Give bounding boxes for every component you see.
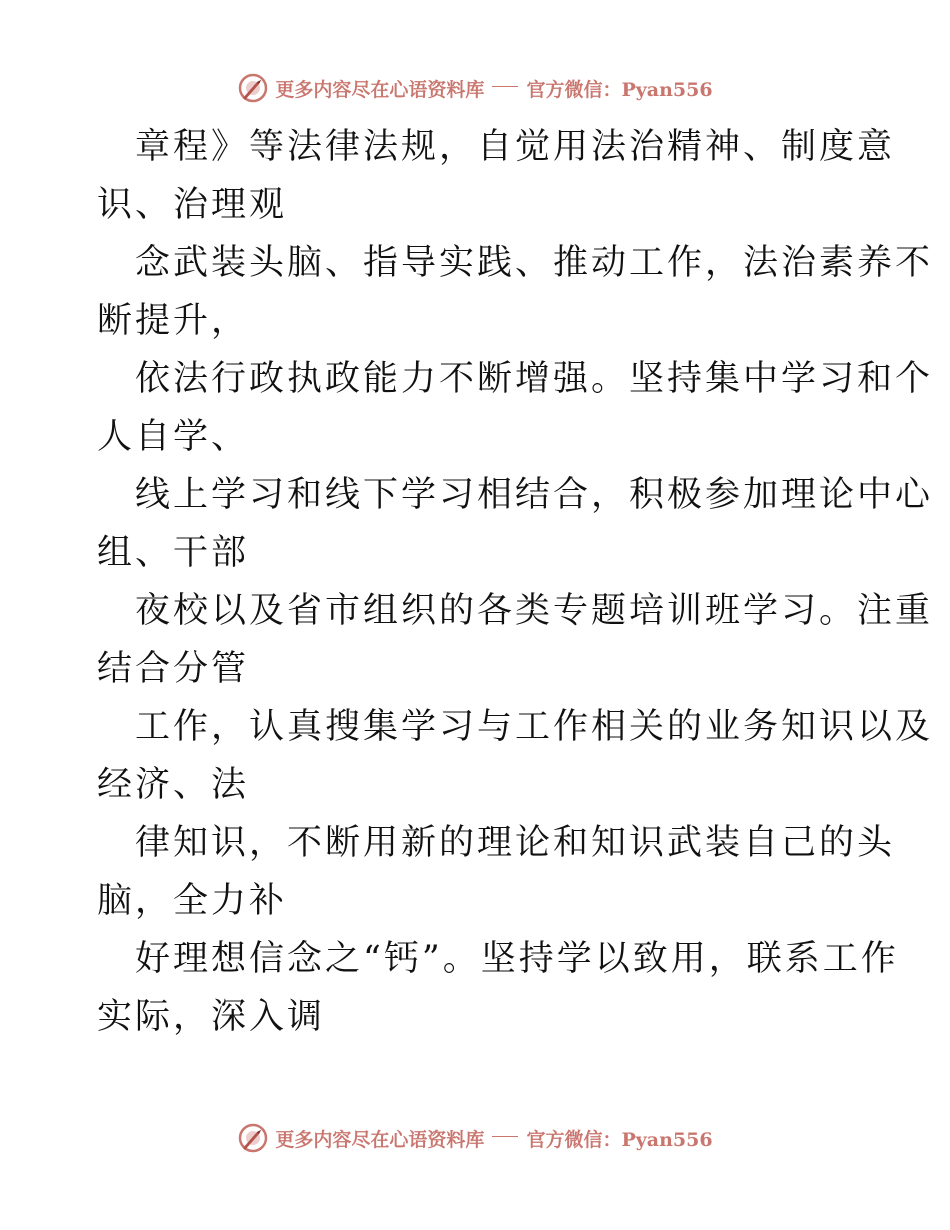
text-line: 人自学、 <box>97 417 250 457</box>
text-line: 断提升， <box>97 301 250 341</box>
text-line: 结合分管 <box>97 649 250 689</box>
text-line: 依法行政执政能力不断增强。坚持集中学习和个 <box>135 359 934 399</box>
watermark-brand: 更多内容尽在心语资料库 <box>275 1128 485 1151</box>
watermark-dash <box>492 86 518 87</box>
text-line: 实际，深入调 <box>97 997 326 1037</box>
text-line: 经济、法 <box>97 765 250 805</box>
text-line: 好理想信念之“钙”。坚持学以致用，联系工作 <box>135 939 899 979</box>
footer-watermark <box>0 1122 950 1154</box>
watermark-wechat: 官方微信：Pyan556 <box>526 78 713 101</box>
document-body <box>97 118 934 1046</box>
text-line: 组、干部 <box>97 533 250 573</box>
text-line: 识、治理观 <box>97 185 288 225</box>
watermark-brand: 更多内容尽在心语资料库 <box>275 78 485 101</box>
pen-logo-icon <box>237 72 269 104</box>
text-line: 线上学习和线下学习相结合，积极参加理论中心 <box>135 475 934 515</box>
text-line: 念武装头脑、指导实践、推动工作，法治素养不 <box>135 243 934 283</box>
text-line: 脑，全力补 <box>97 881 288 921</box>
watermark-dash <box>492 1136 518 1137</box>
text-line: 夜校以及省市组织的各类专题培训班学习。注重 <box>135 591 934 631</box>
text-line: 章程》等法律法规，自觉用法治精神、制度意 <box>135 127 896 167</box>
watermark-wechat: 官方微信：Pyan556 <box>526 1128 713 1151</box>
pen-logo-icon <box>237 1122 269 1154</box>
text-line: 工作，认真搜集学习与工作相关的业务知识以及 <box>135 707 934 747</box>
text-line: 律知识，不断用新的理论和知识武装自己的头 <box>135 823 896 863</box>
header-watermark <box>0 72 950 104</box>
